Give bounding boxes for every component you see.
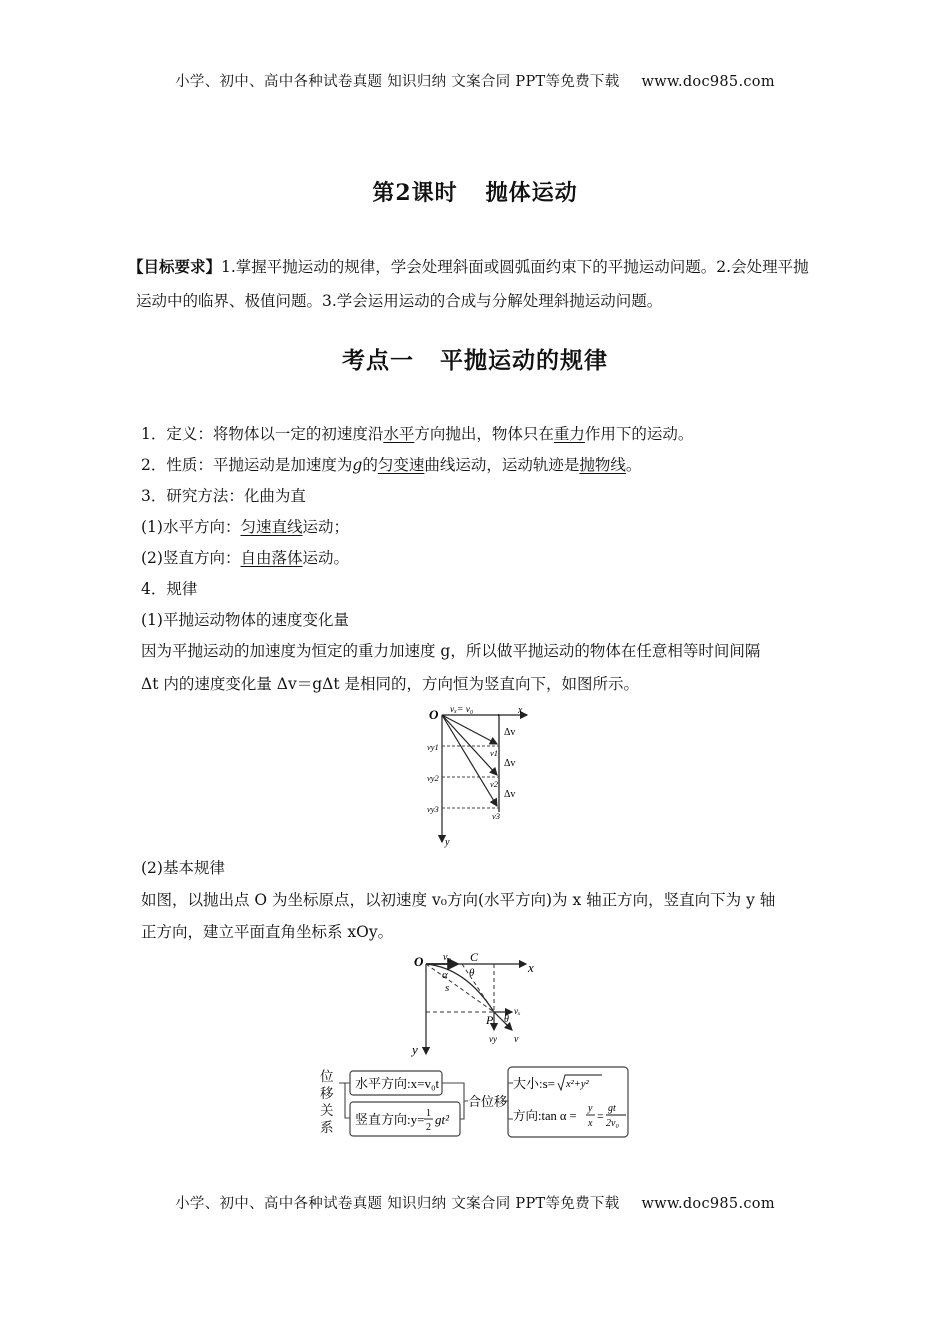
dv-label-2: Δv bbox=[504, 758, 516, 769]
left-bracket bbox=[339, 1083, 350, 1118]
lesson-topic: 抛体运动 bbox=[485, 180, 578, 206]
gt-squared: gt² bbox=[435, 1112, 450, 1127]
text: 的 bbox=[362, 456, 378, 474]
law-line: 4．规律 bbox=[141, 580, 198, 598]
section-label: 考点一 bbox=[342, 347, 414, 374]
side-char-3: 关 bbox=[320, 1103, 334, 1118]
gt-num: gt bbox=[608, 1103, 616, 1114]
point-c-label: C bbox=[470, 950, 479, 964]
dv-label-3: Δv bbox=[504, 789, 516, 800]
v-vector bbox=[494, 1012, 512, 1030]
answer-underline: 抛物线 bbox=[579, 456, 626, 474]
answer-underline: 匀速直线 bbox=[240, 518, 303, 536]
dv-label-1: Δv bbox=[504, 727, 516, 738]
vertical-line bbox=[141, 547, 349, 569]
text: (2)竖直方向： bbox=[141, 549, 241, 567]
section-title bbox=[0, 342, 950, 375]
s-label: s bbox=[445, 982, 450, 994]
alpha-label: α bbox=[442, 969, 448, 981]
origin-label: O bbox=[414, 954, 424, 969]
footer-url[interactable]: www.doc985.com bbox=[641, 1196, 775, 1212]
v-label: v bbox=[514, 1034, 519, 1045]
velocity-change-figure bbox=[420, 698, 540, 850]
horizontal-formula: 水平方向:x=v₀t bbox=[355, 1076, 440, 1091]
y-over-x-num: y bbox=[588, 1103, 593, 1114]
equals-sign: = bbox=[597, 1109, 604, 1123]
v0-label: v₀ bbox=[443, 952, 451, 963]
vx-label: vₓ= v₀ bbox=[450, 705, 474, 715]
origin-label: O bbox=[429, 707, 439, 722]
vx-label: vₓ bbox=[514, 1006, 521, 1016]
frac-num: 1 bbox=[426, 1108, 431, 1119]
symbol-g: g bbox=[352, 456, 363, 474]
property-line bbox=[141, 454, 641, 476]
learning-goals bbox=[128, 250, 816, 318]
definition-line bbox=[141, 423, 693, 445]
law1-text-2: Δt 内的速度变化量 Δv＝gΔt 是相同的，方向恒为竖直向下，如图所示。 bbox=[141, 675, 640, 693]
method-line: 3．研究方法：化曲为直 bbox=[141, 487, 306, 505]
x-label: x bbox=[518, 705, 523, 716]
text: 运动； bbox=[302, 518, 349, 536]
text: 曲线运动，运动轨迹是 bbox=[424, 456, 580, 474]
page-header bbox=[0, 70, 950, 91]
displacement-relation-diagram bbox=[312, 1064, 632, 1140]
displacement-line bbox=[426, 964, 494, 1012]
goal-text: 1.掌握平抛运动的规律，学会处理斜面或圆弧面约束下的平抛运动问题。2.会处理平抛运动中的临界、极值问题。3.学会运用运动的合成与分解处理斜抛运动问题。 bbox=[136, 258, 809, 310]
text: 作用下的运动。 bbox=[584, 425, 694, 443]
answer-underline: 重力 bbox=[553, 425, 585, 443]
merge-label: 合位移 bbox=[468, 1094, 508, 1109]
direction-formula: 方向:tan α = bbox=[513, 1109, 577, 1123]
theta-label-top: θ bbox=[469, 967, 475, 979]
header-url[interactable]: www.doc985.com bbox=[641, 74, 775, 90]
y-over-x-den: x bbox=[588, 1118, 593, 1129]
vy2-label: vy2 bbox=[427, 773, 439, 783]
v1-label: v1 bbox=[490, 748, 499, 758]
law2-text-1: 如图，以抛出点 O 为坐标原点，以初速度 v₀方向(水平方向)为 x 轴正方向，竖直向下为 y 轴 bbox=[141, 891, 776, 909]
theta-label-p: θ bbox=[504, 1014, 509, 1025]
x-label: x bbox=[528, 960, 534, 975]
section-heading: 平抛运动的规律 bbox=[440, 347, 608, 374]
tangent-line bbox=[462, 964, 494, 1012]
text: 运动。 bbox=[302, 549, 349, 567]
side-char-4: 系 bbox=[320, 1120, 334, 1135]
trajectory-figure bbox=[406, 948, 548, 1060]
text: 方向抛出，物体只在 bbox=[414, 425, 554, 443]
sqrt-expression: x²+y² bbox=[566, 1079, 589, 1090]
v2-vector bbox=[442, 715, 497, 775]
law1-text-1: 因为平抛运动的加速度为恒定的重力加速度 g，所以做平抛运动的物体在任意相等时间间隔 bbox=[141, 642, 761, 660]
text: 。 bbox=[625, 456, 642, 474]
text: 1．定义：将物体以一定的初速度沿 bbox=[141, 425, 384, 443]
gt-den: 2v₀ bbox=[606, 1118, 619, 1129]
size-formula: 大小:s= bbox=[513, 1076, 556, 1091]
answer-underline: 水平 bbox=[383, 425, 415, 443]
v3-label: v3 bbox=[492, 811, 501, 821]
point-p-label: P bbox=[486, 1013, 494, 1027]
side-char-1: 位 bbox=[320, 1069, 334, 1084]
side-char-2: 移 bbox=[320, 1086, 334, 1101]
page-footer bbox=[0, 1192, 950, 1213]
vertical-formula: 竖直方向:y= bbox=[355, 1112, 425, 1127]
law2-text-2: 正方向，建立平面直角坐标系 xOy。 bbox=[141, 923, 394, 941]
horizontal-line bbox=[141, 516, 349, 538]
frac-den: 2 bbox=[426, 1122, 431, 1133]
lesson-number: 第2课时 bbox=[372, 180, 458, 206]
vy-label: vy bbox=[489, 1034, 497, 1044]
text: 2．性质：平抛运动是加速度为 bbox=[141, 456, 353, 474]
law1-heading: (1)平抛运动物体的速度变化量 bbox=[141, 611, 349, 629]
answer-underline: 自由落体 bbox=[240, 549, 303, 567]
v3-vector bbox=[442, 715, 497, 806]
vy1-label: vy1 bbox=[427, 742, 439, 752]
y-label: y bbox=[445, 837, 450, 848]
header-text: 小学、初中、高中各种试卷真题 知识归纳 文案合同 PPT等免费下载 bbox=[175, 74, 620, 90]
goal-label: 【目标要求】 bbox=[128, 257, 222, 276]
lesson-title bbox=[0, 176, 950, 207]
answer-underline: 匀变速 bbox=[377, 456, 425, 474]
y-label: y bbox=[412, 1042, 418, 1057]
law2-heading: (2)基本规律 bbox=[141, 859, 225, 877]
vy3-label: vy3 bbox=[427, 804, 439, 814]
text: (1)水平方向： bbox=[141, 518, 241, 536]
footer-text: 小学、初中、高中各种试卷真题 知识归纳 文案合同 PPT等免费下载 bbox=[175, 1196, 620, 1212]
v2-label: v2 bbox=[490, 779, 499, 789]
